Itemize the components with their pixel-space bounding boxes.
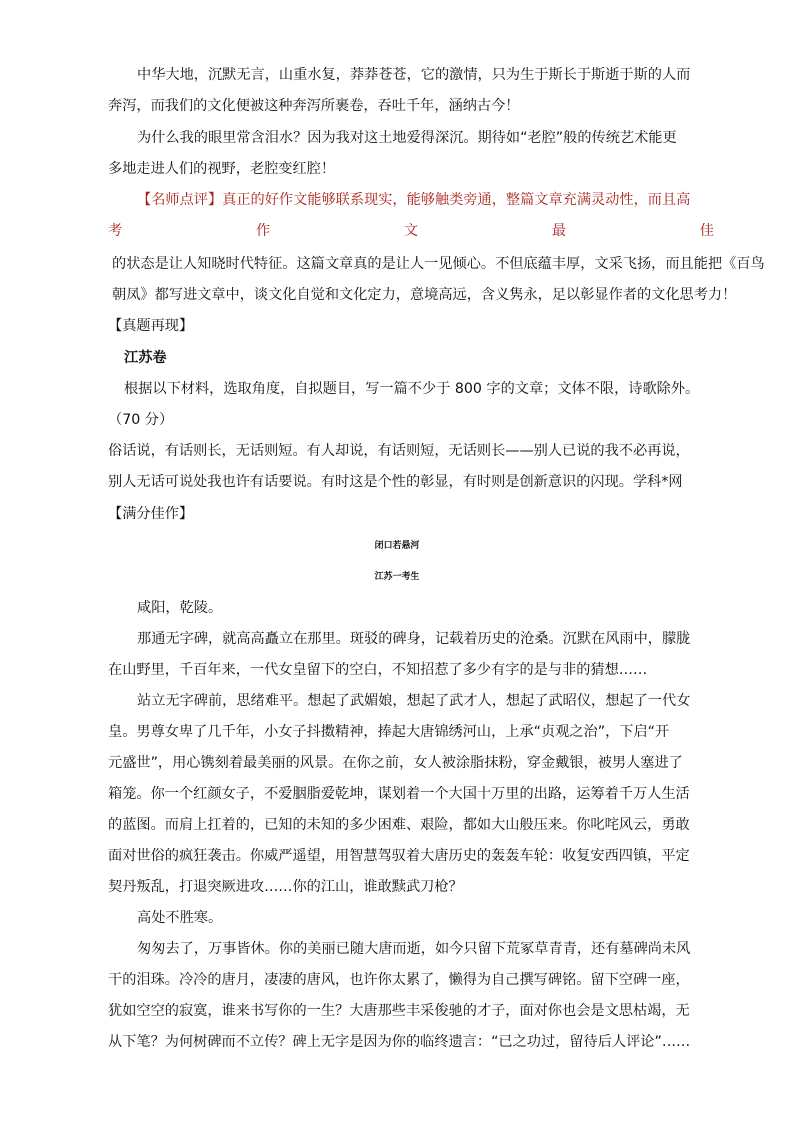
teacher-comment-line-2 xyxy=(108,220,714,242)
essay-author: 江苏一考生 xyxy=(374,572,420,582)
essay-line: 高处不胜寒。 xyxy=(137,910,223,926)
essay-line: 咸阳，乾陵。 xyxy=(137,600,223,616)
essay-paragraph-1-line-1: 中华大地，沉默无言，山重水复，莽莽苍苍，它的激情，只为生于斯长于斯逝于斯的人而 xyxy=(137,67,691,83)
essay-line: 匆匆去了，万事皆休。你的美丽已随大唐而逝，如今只留下荒冢草青青，还有墓碑尚未风 xyxy=(137,941,691,957)
prompt-line-2: （70 分） xyxy=(108,412,174,428)
teacher-comment-char: 考 xyxy=(108,223,123,239)
teacher-comment-line-4: 朝凤》都写进文章中，谈文化自觉和文化定力，意境高远，含义隽永，足以彰显作者的文化思考力！ xyxy=(112,287,737,303)
essay-line: 犹如空空的寂寞，谁来书写你的一生？大唐那些丰采俊驰的才子，面对你也会是文思枯竭，无 xyxy=(108,1003,690,1019)
model-essay-heading: 【满分佳作】 xyxy=(108,506,194,522)
essay-paragraph-2-line-2: 多地走进人们的视野，老腔变红腔！ xyxy=(108,161,336,177)
essay-line: 的蓝图。而肩上扛着的，已知的未知的多少困难、艰险，都如大山般压来。你叱咤风云，勇敢 xyxy=(108,817,690,833)
material-line-1: 俗话说，有话则长，无话则短。有人却说，有话则短，无话则长——别人已说的我不必再说， xyxy=(108,443,690,459)
essay-line: 元盛世”，用心镌刻着最美丽的风景。在你之前，女人被涂脂抹粉，穿金戴银，被男人塞进了 xyxy=(108,755,683,771)
teacher-comment-char: 作 xyxy=(255,223,271,239)
teacher-comment-line-3: 的状态是让人知晓时代特征。这篇文章真的是让人一见倾心。不但底蕴丰厚，文采飞扬，而且能把《百鸟 xyxy=(112,256,765,272)
province-label: 江苏卷 xyxy=(124,350,167,366)
essay-line: 契丹叛乱，打退突厥进攻……你的江山，谁敢黩武刀枪？ xyxy=(108,879,463,895)
teacher-comment-line-1: 【名师点评】真正的好作文能够联系现实，能够触类旁通，整篇文章充满灵动性，而且高 xyxy=(137,192,691,208)
material-line-2: 别人无话可说处我也许有话要说。有时这是个性的彰显，有时则是创新意识的闪现。学科*网 xyxy=(108,474,683,490)
essay-line: 面对世俗的疯狂袭击。你威严遥望，用智慧驾驭着大唐历史的轰轰车轮：收复安西四镇，平定 xyxy=(108,848,690,864)
essay-paragraph-2-line-1: 为什么我的眼里常含泪水？因为我对这土地爱得深沉。期待如“老腔”般的传统艺术能更 xyxy=(137,130,677,146)
teacher-comment-char: 最 xyxy=(551,223,567,239)
teacher-comment-char: 佳 xyxy=(699,223,714,239)
essay-line: 从下笔？为何树碑而不立传？碑上无字是因为你的临终遗言：“已之功过，留待后人评论”…… xyxy=(108,1034,691,1050)
essay-line: 箱笼。你一个红颜女子，不爱胭脂爱乾坤，谋划着一个大国十万里的出路，运筹着千万人生活 xyxy=(108,786,690,802)
essay-paragraph-1-line-2: 奔泻，而我们的文化便被这种奔泻所裹卷，吞吐千年，涵纳古今！ xyxy=(108,98,520,114)
essay-line: 皇。男尊女卑了几千年，小女子抖擞精神，捧起大唐锦绣河山，上承“贞观之治”，下启“开 xyxy=(108,724,670,740)
teacher-comment-char: 文 xyxy=(403,223,419,239)
essay-line: 站立无字碑前，思绪难平。想起了武媚娘，想起了武才人，想起了武昭仪，想起了一代女 xyxy=(137,693,691,709)
prompt-line-1: 根据以下材料，选取角度，自拟题目，写一篇不少于 800 字的文章；文体不限，诗歌除外。 xyxy=(124,381,700,397)
essay-line: 在山野里，千百年来，一代女皇留下的空白，不知招惹了多少有字的是与非的猜想…… xyxy=(108,662,648,678)
real-question-heading: 【真题再现】 xyxy=(108,318,194,334)
essay-line: 干的泪珠。冷冷的唐月，凄凄的唐风，也许你太累了，懒得为自己撰写碑铭。留下空碑一座， xyxy=(108,972,690,988)
essay-title: 闭口若悬河 xyxy=(374,541,420,551)
essay-line: 那通无字碑，就高高矗立在那里。斑驳的碑身，记载着历史的沧桑。沉默在风雨中，朦胧 xyxy=(137,631,691,647)
